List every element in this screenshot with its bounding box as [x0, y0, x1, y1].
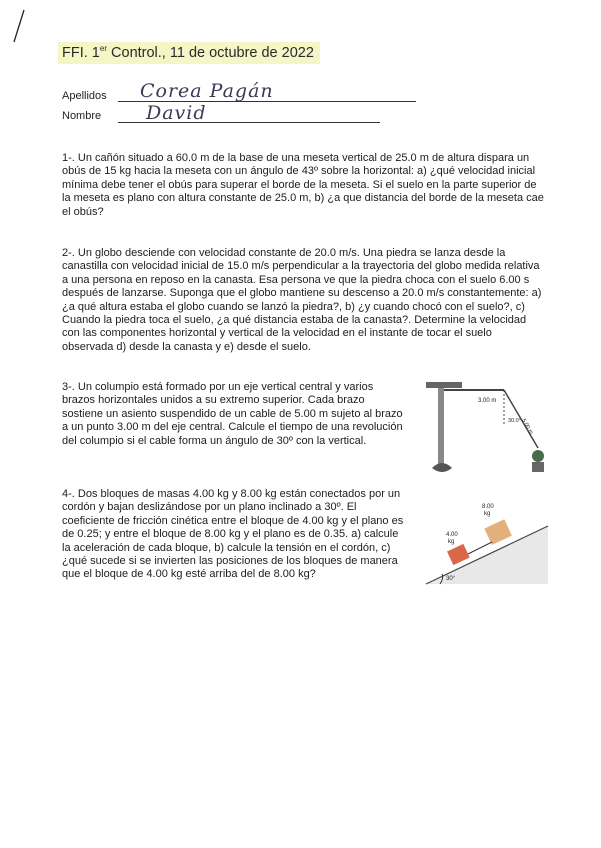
block-4kg-label-unit: kg — [448, 539, 455, 545]
problem-4: 4-. Dos bloques de masas 4.00 kg y 8.00 kg están conectados por un cordón y bajan deslizándose por un plano inclinado a 30º. El coeficiente de fricción cinética entre el bloque de 4.00 kg y el plano es de 0.25; y entre el bloque de 8.00 kg y el plano es de 0.35. a) calcule la aceleración de cada bloque, b) calcule la tensión en el cordón, c) ¿qué sucede si se invierten las posiciones de los bloques de manera que el bloque de 4.00 kg esté arriba del de 8.00 kg? — [62, 488, 404, 581]
apellidos-handwritten: Corea Pagán — [140, 80, 274, 102]
nombre-handwritten: David — [146, 102, 207, 124]
margin-pen-mark — [0, 0, 40, 50]
swing-top-mount — [426, 382, 462, 388]
block-8kg-label-value: 8.00 — [482, 504, 494, 510]
block-8kg — [484, 519, 512, 545]
nombre-label: Nombre — [62, 110, 102, 122]
swing-rider — [532, 450, 544, 462]
swing-vertical-axis — [438, 388, 444, 464]
swing-cable-label: 5.00 m — [520, 418, 534, 436]
problem-2: 2-. Un globo desciende con velocidad constante de 20.0 m/s. Una piedra se lanza desde la canastilla con velocidad inicial de 15.0 m/s perpendicular a la trayectoria del globo medida relativa a una persona en reposo en la canasta. Esa persona ve que la piedra choca con el suelo 6.00 s después de lanzarse. Suponga que el globo mantiene su descenso a 20.0 m/s constantemente: a) ¿a qué altura estaba el globo cuando se lanzó la piedra?, b) ¿y cuando chocó con el suelo?, c) Cuando la piedra toca el suelo, ¿a qué distancia estaba de la canasta?. Determine la velocidad con las componentes horizontal y vertical de la velocidad en el instante de tocar el suelo observada d) desde la canasta y e) desde el suelo. — [62, 247, 542, 353]
block-4kg-label-value: 4.00 — [446, 532, 458, 538]
swing-angle-label: 30.0° — [508, 418, 521, 424]
title-suffix: Control., 11 de octubre de 2022 — [107, 44, 314, 61]
problem-1: 1-. Un cañón situado a 60.0 m de la base de una meseta vertical de 25.0 m de altura dispara un obús de 15 kg hacia la meseta con un ángulo de 43º sobre la horizontal: a) ¿qué velocidad inicial mínima debe tener el obús para superar el borde de la meseta. Si el suelo en la parte superior de la meseta es plano con altura constante de 25.0 m, b) ¿a que distancia del borde de la meseta cae el obús? — [62, 152, 544, 218]
swing-arm-label: 3.00 m — [478, 398, 497, 404]
swing-base — [432, 463, 452, 472]
incline-angle-label: 30° — [446, 576, 456, 582]
incline-figure — [418, 496, 558, 592]
title-superscript: er — [99, 44, 107, 53]
swing-seat — [532, 462, 544, 472]
connecting-cord — [468, 542, 492, 554]
block-4kg — [447, 544, 470, 565]
swing-figure — [418, 376, 558, 488]
block-8kg-label-unit: kg — [484, 511, 491, 517]
problem-3: 3-. Un columpio está formado por un eje vertical central y varios brazos horizontales unidos a su extremo superior. Cada brazo sostiene un asiento suspendido de un cable de 5.00 m sujeto al brazo a un punto 3.00 m del eje central. Calcule el tiempo de una revolución del columpio si el cable forma un ángulo de 30º con la vertical. — [62, 381, 403, 447]
title-prefix: FFI. 1 — [62, 44, 100, 61]
apellidos-label: Apellidos — [62, 90, 107, 102]
page-title — [62, 44, 314, 61]
